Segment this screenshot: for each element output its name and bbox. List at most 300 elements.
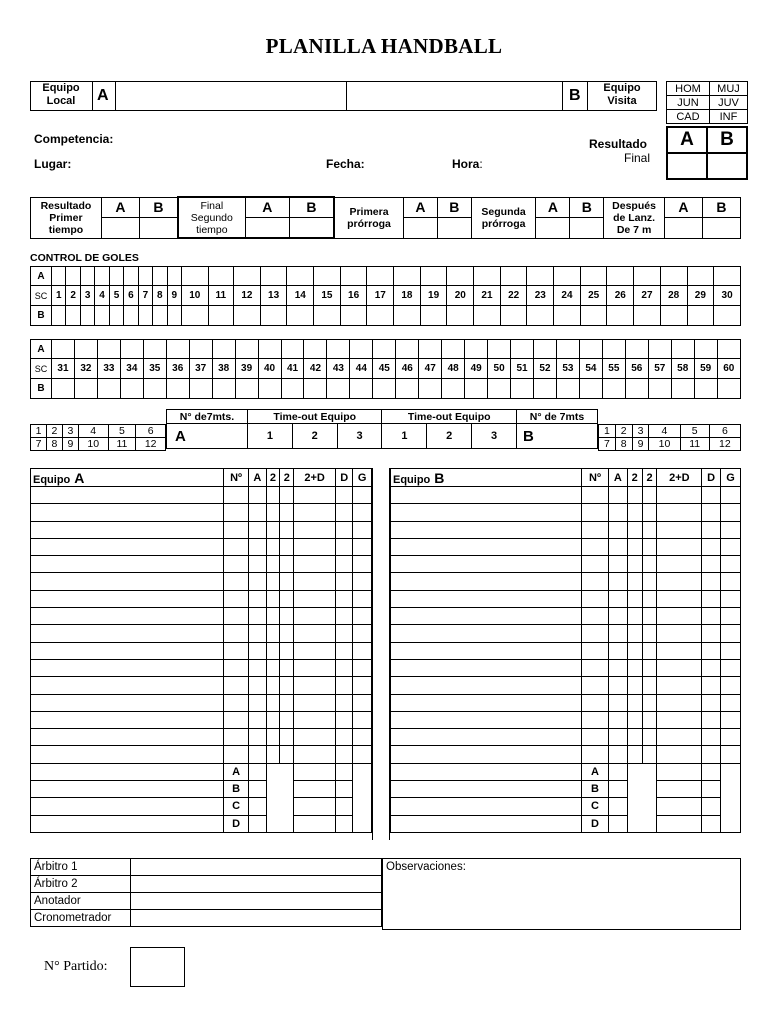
player-stat-field[interactable]: [657, 487, 702, 504]
player-stat-field[interactable]: [657, 504, 702, 521]
player-stat-field[interactable]: [657, 642, 702, 659]
player-stat-field[interactable]: [657, 608, 702, 625]
player-stat-field[interactable]: [224, 487, 249, 504]
goal-cell-a[interactable]: [74, 340, 97, 359]
player-stat-field[interactable]: [266, 521, 280, 538]
player-stat-field[interactable]: [720, 711, 740, 728]
player-stat-field[interactable]: [582, 521, 609, 538]
player-name-field[interactable]: [31, 573, 224, 590]
goal-cell-b[interactable]: [534, 379, 557, 399]
seven-cell[interactable]: 5: [108, 425, 136, 438]
player-stat-field[interactable]: [294, 504, 336, 521]
goal-cell-b[interactable]: [350, 379, 373, 399]
player-stat-field[interactable]: [335, 625, 352, 642]
player-stat-field[interactable]: [642, 746, 657, 763]
player-stat-field[interactable]: [266, 556, 280, 573]
seven-cell[interactable]: 1: [31, 425, 47, 438]
partido-field[interactable]: [130, 947, 185, 987]
goal-cell-a[interactable]: [143, 340, 166, 359]
player-stat-field[interactable]: [249, 694, 266, 711]
player-stat-field[interactable]: [335, 504, 352, 521]
player-stat-field[interactable]: [582, 487, 609, 504]
goal-cell-a[interactable]: [488, 340, 511, 359]
player-name-field[interactable]: [31, 625, 224, 642]
player-stat-field[interactable]: [609, 625, 628, 642]
goal-cell-a[interactable]: [602, 340, 625, 359]
player-stat-field[interactable]: [609, 608, 628, 625]
player-stat-field[interactable]: [335, 538, 352, 555]
timeout-b-1[interactable]: 1: [382, 424, 427, 449]
player-stat-field[interactable]: [720, 642, 740, 659]
player-name-field[interactable]: [31, 521, 224, 538]
seven-cell[interactable]: 5: [680, 425, 709, 438]
seven-cell[interactable]: 4: [78, 425, 108, 438]
player-stat-field[interactable]: [266, 487, 280, 504]
official-stat-field[interactable]: [294, 763, 336, 780]
goal-cell-b[interactable]: [304, 379, 327, 399]
goal-cell-b[interactable]: [419, 379, 442, 399]
official-stat-field[interactable]: [249, 815, 266, 832]
player-stat-field[interactable]: [657, 590, 702, 607]
goal-cell-b[interactable]: [314, 306, 341, 326]
player-stat-field[interactable]: [266, 746, 280, 763]
goal-cell-b[interactable]: [208, 306, 233, 326]
player-stat-field[interactable]: [294, 625, 336, 642]
player-stat-field[interactable]: [353, 729, 372, 746]
seven-cell[interactable]: 11: [680, 438, 709, 451]
player-stat-field[interactable]: [266, 573, 280, 590]
player-stat-field[interactable]: [702, 694, 721, 711]
player-stat-field[interactable]: [294, 711, 336, 728]
official-stat-field[interactable]: [609, 781, 628, 798]
player-stat-field[interactable]: [582, 590, 609, 607]
player-stat-field[interactable]: [294, 487, 336, 504]
goal-cell-b[interactable]: [52, 306, 66, 326]
official-stat-field[interactable]: [702, 815, 721, 832]
player-name-field[interactable]: [391, 573, 582, 590]
player-stat-field[interactable]: [657, 711, 702, 728]
player-stat-field[interactable]: [582, 746, 609, 763]
player-stat-field[interactable]: [224, 573, 249, 590]
player-stat-field[interactable]: [280, 711, 294, 728]
player-stat-field[interactable]: [627, 729, 642, 746]
goal-cell-a[interactable]: [260, 267, 287, 286]
player-stat-field[interactable]: [657, 573, 702, 590]
goal-cell-a[interactable]: [717, 340, 740, 359]
player-stat-field[interactable]: [266, 625, 280, 642]
player-stat-field[interactable]: [353, 659, 372, 676]
player-stat-field[interactable]: [702, 711, 721, 728]
player-stat-field[interactable]: [280, 608, 294, 625]
player-stat-field[interactable]: [294, 521, 336, 538]
player-stat-field[interactable]: [353, 711, 372, 728]
local-team-name-field[interactable]: [116, 82, 346, 110]
player-stat-field[interactable]: [353, 487, 372, 504]
player-name-field[interactable]: [31, 556, 224, 573]
goal-cell-b[interactable]: [124, 306, 138, 326]
player-stat-field[interactable]: [224, 625, 249, 642]
player-stat-field[interactable]: [582, 659, 609, 676]
player-name-field[interactable]: [391, 677, 582, 694]
seven-cell[interactable]: 8: [46, 438, 62, 451]
player-name-field[interactable]: [391, 590, 582, 607]
player-stat-field[interactable]: [720, 659, 740, 676]
goal-cell-b[interactable]: [580, 306, 607, 326]
seven-cell[interactable]: 3: [632, 425, 649, 438]
goal-cell-a[interactable]: [660, 267, 687, 286]
player-stat-field[interactable]: [294, 590, 336, 607]
player-name-field[interactable]: [391, 504, 582, 521]
player-stat-field[interactable]: [335, 677, 352, 694]
player-stat-field[interactable]: [249, 746, 266, 763]
goal-cell-b[interactable]: [138, 306, 152, 326]
seven-cell[interactable]: 6: [709, 425, 740, 438]
category-juv[interactable]: JUV: [709, 96, 747, 110]
player-stat-field[interactable]: [627, 677, 642, 694]
player-name-field[interactable]: [391, 608, 582, 625]
goal-cell-b[interactable]: [500, 306, 527, 326]
seven-cell[interactable]: 9: [62, 438, 78, 451]
primer-b-field[interactable]: [139, 217, 178, 238]
player-stat-field[interactable]: [224, 659, 249, 676]
sevens-left-field[interactable]: [167, 424, 248, 449]
goal-cell-a[interactable]: [287, 267, 314, 286]
player-stat-field[interactable]: [353, 746, 372, 763]
player-stat-field[interactable]: [224, 538, 249, 555]
prorroga2-a-field[interactable]: [536, 217, 570, 238]
goal-cell-a[interactable]: [258, 340, 281, 359]
player-stat-field[interactable]: [280, 659, 294, 676]
player-name-field[interactable]: [391, 711, 582, 728]
player-stat-field[interactable]: [353, 504, 372, 521]
player-stat-field[interactable]: [720, 504, 740, 521]
seven-cell[interactable]: 7: [31, 438, 47, 451]
player-stat-field[interactable]: [280, 729, 294, 746]
player-stat-field[interactable]: [266, 677, 280, 694]
seven-cell[interactable]: 11: [108, 438, 136, 451]
player-stat-field[interactable]: [249, 711, 266, 728]
goal-cell-b[interactable]: [181, 306, 208, 326]
player-stat-field[interactable]: [249, 625, 266, 642]
sevens-right-field[interactable]: [517, 424, 598, 449]
goal-cell-b[interactable]: [66, 306, 80, 326]
goal-cell-a[interactable]: [648, 340, 671, 359]
player-stat-field[interactable]: [657, 729, 702, 746]
player-stat-field[interactable]: [609, 556, 628, 573]
player-stat-field[interactable]: [280, 677, 294, 694]
category-inf[interactable]: INF: [709, 110, 747, 124]
player-stat-field[interactable]: [266, 608, 280, 625]
player-stat-field[interactable]: [335, 711, 352, 728]
player-stat-field[interactable]: [609, 711, 628, 728]
player-stat-field[interactable]: [294, 729, 336, 746]
seven-cell[interactable]: 10: [78, 438, 108, 451]
player-name-field[interactable]: [31, 694, 224, 711]
player-stat-field[interactable]: [224, 746, 249, 763]
player-stat-field[interactable]: [353, 590, 372, 607]
seven-cell[interactable]: 8: [615, 438, 632, 451]
goal-cell-b[interactable]: [607, 306, 634, 326]
goal-cell-b[interactable]: [189, 379, 212, 399]
anotador-field[interactable]: [131, 893, 382, 910]
goal-cell-a[interactable]: [138, 267, 152, 286]
player-stat-field[interactable]: [280, 590, 294, 607]
player-stat-field[interactable]: [642, 694, 657, 711]
player-stat-field[interactable]: [642, 677, 657, 694]
official-name-field[interactable]: [31, 781, 224, 798]
goal-cell-a[interactable]: [394, 267, 421, 286]
goal-cell-a[interactable]: [181, 267, 208, 286]
player-stat-field[interactable]: [335, 729, 352, 746]
player-stat-field[interactable]: [642, 573, 657, 590]
player-name-field[interactable]: [31, 487, 224, 504]
player-name-field[interactable]: [31, 504, 224, 521]
player-stat-field[interactable]: [335, 694, 352, 711]
player-stat-field[interactable]: [702, 729, 721, 746]
player-name-field[interactable]: [31, 677, 224, 694]
player-stat-field[interactable]: [224, 677, 249, 694]
player-stat-field[interactable]: [702, 556, 721, 573]
player-stat-field[interactable]: [280, 573, 294, 590]
goal-cell-a[interactable]: [442, 340, 465, 359]
goal-cell-a[interactable]: [474, 267, 501, 286]
player-stat-field[interactable]: [353, 694, 372, 711]
player-stat-field[interactable]: [642, 521, 657, 538]
player-stat-field[interactable]: [582, 677, 609, 694]
goal-cell-a[interactable]: [580, 267, 607, 286]
goal-cell-b[interactable]: [554, 306, 581, 326]
player-stat-field[interactable]: [266, 590, 280, 607]
goal-cell-b[interactable]: [511, 379, 534, 399]
player-stat-field[interactable]: [335, 590, 352, 607]
player-stat-field[interactable]: [224, 590, 249, 607]
goal-cell-a[interactable]: [212, 340, 235, 359]
official-stat-field[interactable]: [609, 798, 628, 815]
player-name-field[interactable]: [31, 608, 224, 625]
goal-cell-b[interactable]: [694, 379, 717, 399]
official-stat-field[interactable]: [335, 781, 352, 798]
player-stat-field[interactable]: [642, 590, 657, 607]
goal-cell-b[interactable]: [327, 379, 350, 399]
goal-cell-b[interactable]: [714, 306, 741, 326]
prorroga2-b-field[interactable]: [570, 217, 604, 238]
player-stat-field[interactable]: [642, 729, 657, 746]
player-stat-field[interactable]: [642, 504, 657, 521]
despues-b-field[interactable]: [702, 217, 740, 238]
player-stat-field[interactable]: [335, 556, 352, 573]
player-name-field[interactable]: [31, 538, 224, 555]
goal-cell-a[interactable]: [511, 340, 534, 359]
goal-cell-b[interactable]: [109, 306, 123, 326]
seven-cell[interactable]: 6: [136, 425, 166, 438]
goal-cell-a[interactable]: [120, 340, 143, 359]
player-stat-field[interactable]: [224, 556, 249, 573]
player-stat-field[interactable]: [720, 625, 740, 642]
player-stat-field[interactable]: [224, 642, 249, 659]
seven-cell[interactable]: 2: [46, 425, 62, 438]
goal-cell-b[interactable]: [52, 379, 75, 399]
category-cad[interactable]: CAD: [667, 110, 710, 124]
player-name-field[interactable]: [31, 590, 224, 607]
player-name-field[interactable]: [31, 746, 224, 763]
player-stat-field[interactable]: [353, 573, 372, 590]
goal-cell-b[interactable]: [80, 306, 94, 326]
goal-cell-b[interactable]: [579, 379, 602, 399]
player-stat-field[interactable]: [266, 659, 280, 676]
player-name-field[interactable]: [31, 642, 224, 659]
player-stat-field[interactable]: [642, 659, 657, 676]
player-stat-field[interactable]: [249, 504, 266, 521]
player-stat-field[interactable]: [657, 694, 702, 711]
player-stat-field[interactable]: [294, 694, 336, 711]
goal-cell-b[interactable]: [235, 379, 258, 399]
player-stat-field[interactable]: [627, 504, 642, 521]
goal-cell-a[interactable]: [80, 267, 94, 286]
official-merged-field[interactable]: [266, 763, 294, 832]
goal-cell-a[interactable]: [350, 340, 373, 359]
official-stat-field[interactable]: [294, 815, 336, 832]
goal-cell-a[interactable]: [66, 267, 80, 286]
goal-cell-a[interactable]: [189, 340, 212, 359]
player-stat-field[interactable]: [720, 573, 740, 590]
player-stat-field[interactable]: [627, 694, 642, 711]
player-stat-field[interactable]: [335, 746, 352, 763]
arbitro1-field[interactable]: [131, 859, 382, 876]
player-stat-field[interactable]: [627, 746, 642, 763]
player-stat-field[interactable]: [609, 573, 628, 590]
official-merged-field[interactable]: [627, 763, 657, 832]
official-stat-field[interactable]: [335, 815, 352, 832]
goal-cell-b[interactable]: [367, 306, 394, 326]
goal-cell-a[interactable]: [304, 340, 327, 359]
player-stat-field[interactable]: [609, 538, 628, 555]
player-name-field[interactable]: [391, 487, 582, 504]
timeout-a-3[interactable]: 3: [337, 424, 382, 449]
player-stat-field[interactable]: [266, 538, 280, 555]
player-stat-field[interactable]: [335, 487, 352, 504]
goal-cell-a[interactable]: [208, 267, 233, 286]
official-stat-field[interactable]: [657, 815, 702, 832]
goal-cell-a[interactable]: [694, 340, 717, 359]
official-stat-field[interactable]: [609, 815, 628, 832]
goal-cell-a[interactable]: [607, 267, 634, 286]
player-stat-field[interactable]: [720, 694, 740, 711]
player-stat-field[interactable]: [627, 538, 642, 555]
player-stat-field[interactable]: [642, 538, 657, 555]
player-stat-field[interactable]: [335, 659, 352, 676]
player-stat-field[interactable]: [609, 487, 628, 504]
player-stat-field[interactable]: [224, 521, 249, 538]
player-name-field[interactable]: [391, 729, 582, 746]
goal-cell-a[interactable]: [95, 267, 109, 286]
player-stat-field[interactable]: [294, 746, 336, 763]
goal-cell-a[interactable]: [556, 340, 579, 359]
timeout-b-3[interactable]: 3: [472, 424, 517, 449]
player-stat-field[interactable]: [702, 538, 721, 555]
goal-cell-a[interactable]: [634, 267, 661, 286]
goal-cell-a[interactable]: [500, 267, 527, 286]
player-stat-field[interactable]: [280, 625, 294, 642]
goal-cell-b[interactable]: [143, 379, 166, 399]
player-stat-field[interactable]: [609, 729, 628, 746]
category-muj[interactable]: MUJ: [709, 82, 747, 96]
official-stat-field[interactable]: [702, 781, 721, 798]
timeout-b-2[interactable]: 2: [427, 424, 472, 449]
player-stat-field[interactable]: [720, 487, 740, 504]
player-stat-field[interactable]: [294, 538, 336, 555]
player-stat-field[interactable]: [582, 556, 609, 573]
player-stat-field[interactable]: [657, 538, 702, 555]
player-stat-field[interactable]: [582, 573, 609, 590]
player-stat-field[interactable]: [627, 573, 642, 590]
player-name-field[interactable]: [391, 642, 582, 659]
player-stat-field[interactable]: [582, 608, 609, 625]
player-stat-field[interactable]: [294, 677, 336, 694]
player-stat-field[interactable]: [582, 538, 609, 555]
player-stat-field[interactable]: [249, 573, 266, 590]
official-stat-field[interactable]: [609, 763, 628, 780]
goal-cell-b[interactable]: [234, 306, 261, 326]
player-stat-field[interactable]: [249, 590, 266, 607]
player-stat-field[interactable]: [702, 608, 721, 625]
player-stat-field[interactable]: [249, 677, 266, 694]
goal-cell-a[interactable]: [167, 267, 181, 286]
player-stat-field[interactable]: [609, 642, 628, 659]
visit-team-name-field[interactable]: [347, 82, 562, 110]
player-stat-field[interactable]: [266, 642, 280, 659]
player-stat-field[interactable]: [353, 538, 372, 555]
arbitro2-field[interactable]: [131, 876, 382, 893]
player-name-field[interactable]: [391, 746, 582, 763]
goal-cell-b[interactable]: [260, 306, 287, 326]
player-stat-field[interactable]: [335, 573, 352, 590]
player-stat-field[interactable]: [582, 711, 609, 728]
player-stat-field[interactable]: [224, 711, 249, 728]
player-stat-field[interactable]: [353, 556, 372, 573]
goal-cell-b[interactable]: [687, 306, 714, 326]
player-stat-field[interactable]: [224, 694, 249, 711]
goal-cell-a[interactable]: [281, 340, 304, 359]
official-stat-field[interactable]: [657, 781, 702, 798]
player-stat-field[interactable]: [224, 608, 249, 625]
player-stat-field[interactable]: [294, 642, 336, 659]
goal-cell-a[interactable]: [687, 267, 714, 286]
goal-cell-b[interactable]: [527, 306, 554, 326]
player-stat-field[interactable]: [353, 521, 372, 538]
goal-cell-b[interactable]: [447, 306, 474, 326]
official-name-field[interactable]: [31, 798, 224, 815]
goal-cell-a[interactable]: [234, 267, 261, 286]
player-stat-field[interactable]: [582, 729, 609, 746]
goal-cell-a[interactable]: [419, 340, 442, 359]
player-stat-field[interactable]: [249, 608, 266, 625]
goal-cell-b[interactable]: [394, 306, 421, 326]
player-stat-field[interactable]: [702, 746, 721, 763]
segundo-b-field[interactable]: [289, 217, 334, 238]
player-stat-field[interactable]: [642, 711, 657, 728]
goal-cell-b[interactable]: [488, 379, 511, 399]
goal-cell-b[interactable]: [717, 379, 740, 399]
goal-cell-a[interactable]: [97, 340, 120, 359]
seven-cell[interactable]: 12: [136, 438, 166, 451]
goal-cell-a[interactable]: [534, 340, 557, 359]
player-stat-field[interactable]: [294, 608, 336, 625]
player-stat-field[interactable]: [627, 590, 642, 607]
player-stat-field[interactable]: [280, 538, 294, 555]
official-stat-field[interactable]: [249, 781, 266, 798]
player-stat-field[interactable]: [657, 556, 702, 573]
goal-cell-a[interactable]: [367, 267, 394, 286]
